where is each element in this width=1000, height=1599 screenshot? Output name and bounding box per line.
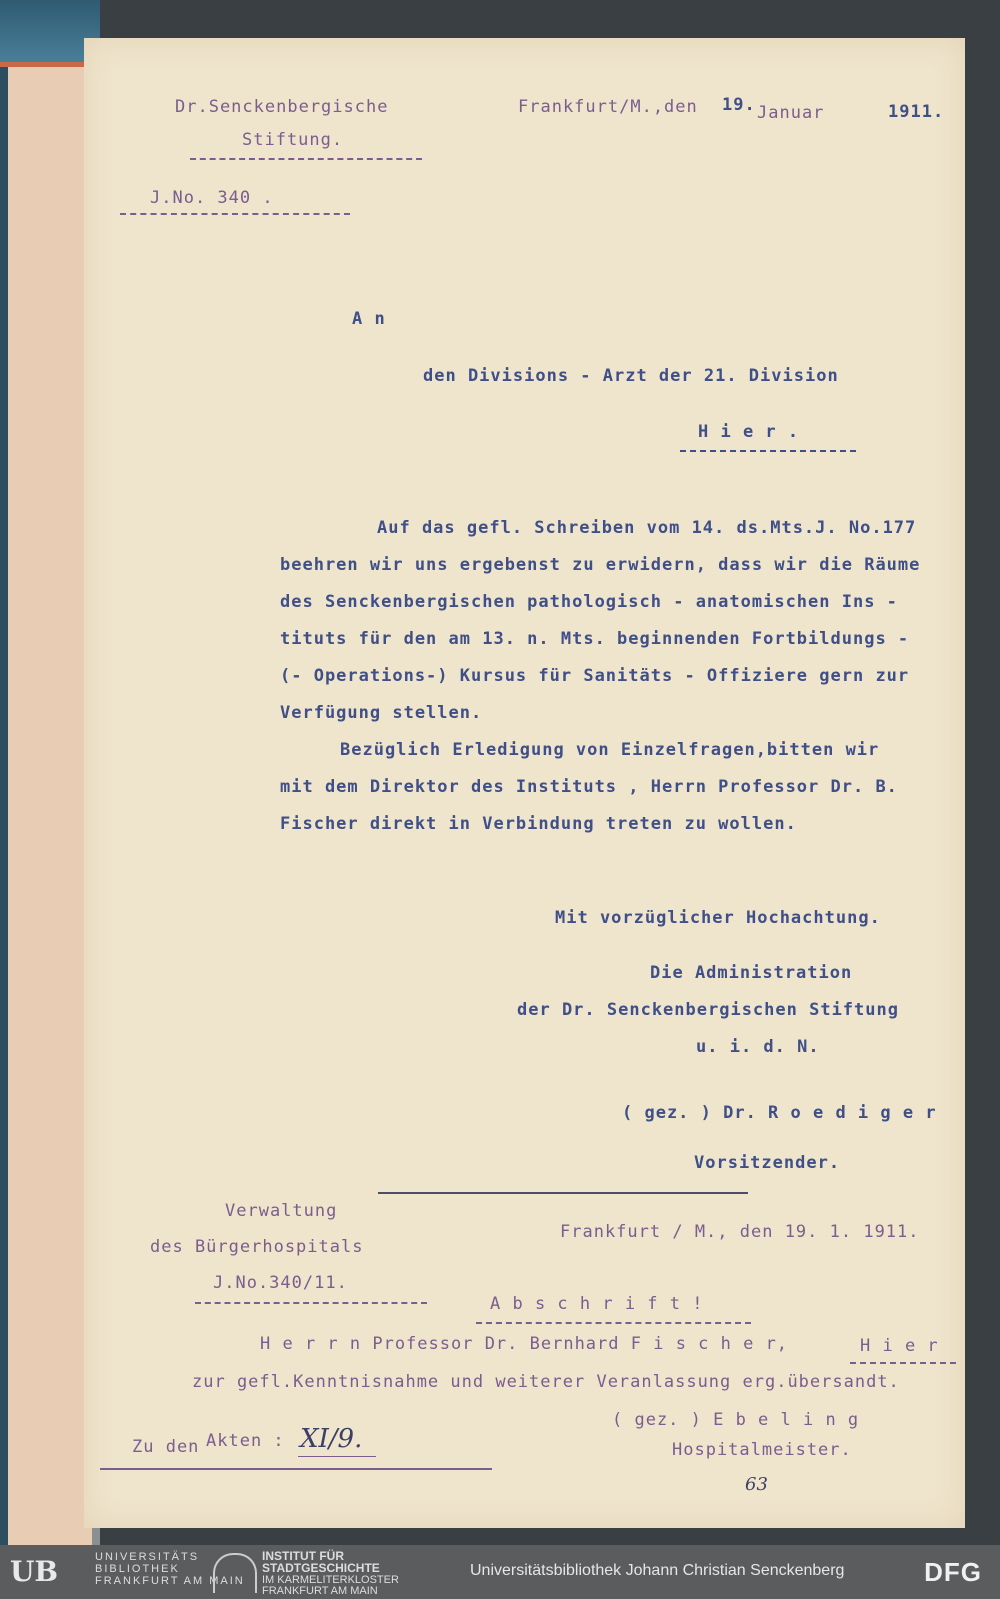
- place-date: Frankfurt/M.,den: [518, 97, 698, 117]
- separator-rule: [378, 1192, 748, 1194]
- office-underline: [195, 1302, 427, 1304]
- files-label: Zu den: [132, 1437, 200, 1457]
- endorsement-place-date: Frankfurt / M., den 19. 1. 1911.: [560, 1222, 920, 1242]
- journal-underline: [120, 213, 350, 215]
- copy-instruction: zur gefl.Kenntnisnahme und weiterer Veranlassung erg.übersandt.: [192, 1372, 900, 1392]
- ub-logo: UB: [10, 1555, 59, 1588]
- office-line-1: Verwaltung: [225, 1201, 338, 1221]
- files-rule: [100, 1468, 492, 1470]
- copy-signatory-title: Hospitalmeister.: [672, 1440, 852, 1460]
- signed-by: ( gez. ) Dr. R o e d i g e r: [622, 1103, 937, 1123]
- sender-underline: [190, 158, 422, 160]
- sender-line-2: Stiftung.: [242, 130, 344, 150]
- location-underline-2: [850, 1362, 956, 1364]
- signature-line-3: u. i. d. N.: [696, 1037, 820, 1057]
- uni-line-1: UNIVERSITÄTS: [95, 1551, 200, 1563]
- institute-arch-icon: [213, 1553, 257, 1593]
- closing: Mit vorzüglicher Hochachtung.: [555, 908, 881, 928]
- files-akten: Akten :: [206, 1431, 285, 1451]
- body-line: beehren wir uns ergebenst zu erwidern, dass wir die Räume: [280, 555, 921, 575]
- body-line: tituts für den am 13. n. Mts. beginnenden Fortbildungs -: [280, 629, 910, 649]
- date-year: 1911.: [888, 102, 945, 122]
- body-line: Fischer direkt in Verbindung treten zu wollen.: [280, 814, 797, 834]
- body-line: Auf das gefl. Schreiben vom 14. ds.Mts.J. No.177: [377, 518, 917, 538]
- date-month: Januar: [757, 103, 825, 123]
- inst-line-1: INSTITUT FÜR: [262, 1549, 344, 1563]
- folio-number: 63: [745, 1474, 768, 1495]
- address-to: A n: [352, 309, 386, 329]
- inst-line-4: FRANKFURT AM MAIN: [262, 1585, 378, 1597]
- files-handwritten: XI/9.: [300, 1424, 363, 1454]
- uni-line-2: BIBLIOTHEK: [95, 1563, 180, 1575]
- signatory-title: Vorsitzender.: [694, 1153, 841, 1173]
- footer-bar: [0, 1545, 1000, 1599]
- institute-logo: [262, 1551, 399, 1597]
- body-line: (- Operations-) Kursus für Sanitäts - Offiziere gern zur: [280, 666, 910, 686]
- recipient: den Divisions - Arzt der 21. Division: [423, 366, 839, 386]
- dfg-logo: DFG: [924, 1557, 982, 1587]
- journal-number: J.No. 340 .: [150, 188, 274, 208]
- signature-line-1: Die Administration: [650, 963, 853, 983]
- body-line: Bezüglich Erledigung von Einzelfragen,bitten wir: [340, 740, 880, 760]
- copy-addressee: H e r r n Professor Dr. Bernhard F i s c h e r,: [260, 1334, 789, 1354]
- body-line: mit dem Direktor des Instituts , Herrn Professor Dr. B.: [280, 777, 898, 797]
- copy-addressee-location: H i e r: [860, 1336, 939, 1356]
- copy-signed: ( gez. ) E b e l i n g: [612, 1410, 860, 1430]
- library-name: Universitätsbibliothek Johann Christian Senckenberg: [470, 1562, 845, 1579]
- body-line: des Senckenbergischen pathologisch - anatomischen Ins -: [280, 592, 898, 612]
- recipient-location: H i e r .: [698, 422, 800, 442]
- inst-line-2: STADTGESCHICHTE: [262, 1561, 380, 1575]
- inst-line-3: IM KARMELITERKLOSTER: [262, 1574, 399, 1586]
- copy-label: A b s c h r i f t !: [490, 1294, 704, 1314]
- files-handwritten-underline: [298, 1456, 376, 1457]
- office-line-2: des Bürgerhospitals: [150, 1237, 364, 1257]
- office-number: J.No.340/11.: [213, 1273, 348, 1293]
- sender-line-1: Dr.Senckenbergische: [175, 97, 389, 117]
- body-line: Verfügung stellen.: [280, 703, 483, 723]
- signature-line-2: der Dr. Senckenbergischen Stiftung: [517, 1000, 899, 1020]
- date-day: 19.: [722, 95, 756, 115]
- location-underline: [680, 450, 856, 452]
- copy-underline: [476, 1322, 751, 1324]
- uni-line-3: FRANKFURT AM MAIN: [95, 1575, 245, 1587]
